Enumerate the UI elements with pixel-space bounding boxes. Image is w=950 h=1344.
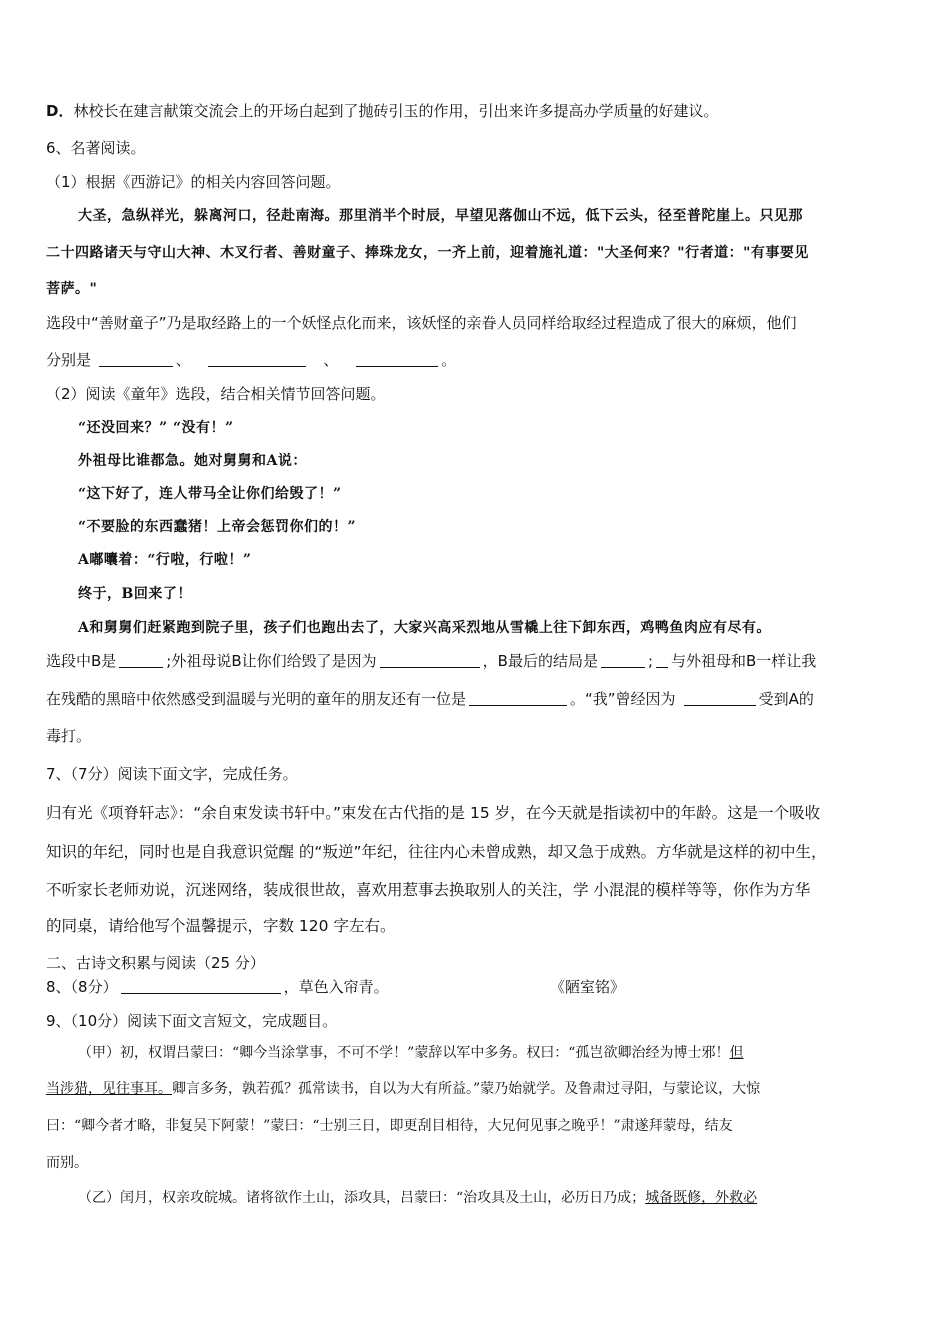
prompt-text: 受到A的 xyxy=(758,690,814,708)
option-d xyxy=(46,101,910,121)
section-2-heading: 二、古诗文积累与阅读（25 分） xyxy=(46,954,265,972)
tongnian-passage-line-6: 终于，B回来了！ xyxy=(78,586,192,602)
classical-text-line-2 xyxy=(46,1079,910,1099)
tongnian-passage-line-4: “不要脸的东西蠢猪！上帝会惩罚你们的！” xyxy=(78,519,357,535)
question-7-text-line-2: 知识的年纪，同时也是自我意识觉醒 的“叛逆”年纪，往往内心未曾成熟，却又急于成熟。方华就是这样的初中生， xyxy=(46,843,827,861)
tongnian-passage-line-5: A嘟囔着：“行啦，行啦！” xyxy=(78,552,252,568)
tongnian-passage-line-3: “这下好了，连人带马全让你们给毁了！” xyxy=(78,486,342,502)
underlined-text: 城备既修，外救必 xyxy=(645,1190,758,1206)
underlined-text: 但 xyxy=(729,1045,744,1061)
tongnian-passage-line-1: “还没回来？” “没有！” xyxy=(78,420,234,436)
question-number: 8、（8分） xyxy=(46,978,118,996)
xiyouji-passage-line-2: 二十四路诸天与守山大神、木叉行者、善财童子、捧珠龙女，一齐上前，迎着施礼道："大圣何来？"行者道："有事要见 xyxy=(46,245,809,261)
tongnian-passage-line-2: 外祖母比谁都急。她对舅舅和A说： xyxy=(78,453,307,469)
poem-line: ，草色入帘青。 xyxy=(283,978,389,996)
option-d-letter: D． xyxy=(46,102,74,120)
question-6-part1: （1）根据《西游记》的相关内容回答问题。 xyxy=(46,173,341,191)
classical-text: 卿言多务，孰若孤？孤常读书，自以为大有所益。”蒙乃始就学。及鲁肃过寻阳，与蒙论议，大惊 xyxy=(172,1081,761,1097)
question-7-text-line-1: 归有光《项脊轩志》：“余自束发读书轩中。”束发在古代指的是 15 岁，在今天就是指读初中的年龄。这是一个吸收 xyxy=(46,804,821,822)
answer-prefix: 分别是 xyxy=(46,351,92,369)
answer-blank-friend[interactable] xyxy=(469,691,567,706)
answer-blank-b[interactable] xyxy=(119,653,163,668)
xiyouji-passage-line-3: 菩萨。" xyxy=(46,281,98,297)
prompt-text: 在残酷的黑暗中依然感受到温暖与光明的童年的朋友还有一位是 xyxy=(46,690,467,708)
question-6-1-prompt: 选段中“善财童子”乃是取经路上的一个妖怪点化而来，该妖怪的亲眷人员同样给取经过程造成了很大的麻烦，他们 xyxy=(46,314,797,332)
question-6-2-prompt-line-2 xyxy=(46,689,910,709)
question-6-2-prompt-line-3: 毒打。 xyxy=(46,727,92,745)
prompt-text: ; xyxy=(647,652,654,670)
answer-blank-2[interactable] xyxy=(208,352,306,367)
answer-blank-reason[interactable] xyxy=(380,653,480,668)
question-6-title: 6、名著阅读。 xyxy=(46,139,146,157)
answer-blank-3[interactable] xyxy=(356,352,438,367)
question-7-text-line-4: 的同桌，请给他写个温馨提示，字数 120 字左右。 xyxy=(46,917,396,935)
classical-text-line-5 xyxy=(78,1188,910,1208)
classical-text: （乙）闰月，权亲攻皖城。诸将欲作土山，添攻具，吕蒙曰：“治攻具及土山，必历日乃成； xyxy=(78,1190,646,1206)
answer-blank-ending[interactable] xyxy=(601,653,645,668)
answer-blank-poem[interactable] xyxy=(121,979,281,994)
classical-text: （甲）初，权谓吕蒙曰：“卿今当涂掌事，不可不学！”蒙辞以军中多务。权曰：“孤岂欲卿治经为博士邪！ xyxy=(78,1045,730,1061)
prompt-text: 选段中B是 xyxy=(46,652,117,670)
question-6-part2: （2）阅读《童年》选段，结合相关情节回答问题。 xyxy=(46,385,386,403)
prompt-text: ;外祖母说B让你们给毁了是因为 xyxy=(166,652,377,670)
tongnian-passage-line-7: A和舅舅们赶紧跑到院子里，孩子们也跑出去了，大家兴高采烈地从雪橇上往下卸东西，鸡鸭鱼肉应有尽有。 xyxy=(78,620,771,636)
classical-text-line-3: 曰：“卿今者才略，非复吴下阿蒙！”蒙曰：“士别三日，即更刮目相待，大兄何见事之晚乎！”肃遂拜蒙母，结友 xyxy=(46,1118,733,1134)
classical-text-line-1 xyxy=(78,1043,910,1063)
prompt-text: ，B最后的结局是 xyxy=(482,652,598,670)
question-9-title: 9、（10分）阅读下面文言短文，完成题目。 xyxy=(46,1012,338,1030)
prompt-text: 。“我”曾经因为 xyxy=(570,690,676,708)
question-6-2-prompt-line-1 xyxy=(46,651,910,671)
answer-blank-cause[interactable] xyxy=(684,691,756,706)
question-8 xyxy=(46,977,910,997)
separator: 、 xyxy=(323,351,339,369)
poem-source: 《陋室铭》 xyxy=(550,978,626,996)
answer-blank-short[interactable] xyxy=(656,653,668,668)
option-d-text: 林校长在建言献策交流会上的开场白起到了抛砖引玉的作用，引出来许多提高办学质量的好建议。 xyxy=(73,102,719,120)
separator: 、 xyxy=(175,351,191,369)
question-7-title: 7、（7分）阅读下面文字，完成任务。 xyxy=(46,765,298,783)
underlined-text: 当涉猎，见往事耳。 xyxy=(46,1081,172,1097)
prompt-text: 与外祖母和B一样让我 xyxy=(671,652,817,670)
answer-blank-1[interactable] xyxy=(99,352,173,367)
question-7-text-line-3: 不听家长老师劝说，沉迷网络，装成很世故，喜欢用惹事去换取别人的关注，学 小混混的模样等等，你作为方华 xyxy=(46,881,811,899)
question-6-1-answer-line xyxy=(46,350,910,370)
classical-text-line-4: 而别。 xyxy=(46,1155,88,1171)
period: 。 xyxy=(441,351,457,369)
xiyouji-passage-line-1: 大圣，急纵祥光，躲离河口，径赴南海。那里消半个时辰，早望见落伽山不远，低下云头，径至普陀崖上。只见那 xyxy=(78,208,803,224)
